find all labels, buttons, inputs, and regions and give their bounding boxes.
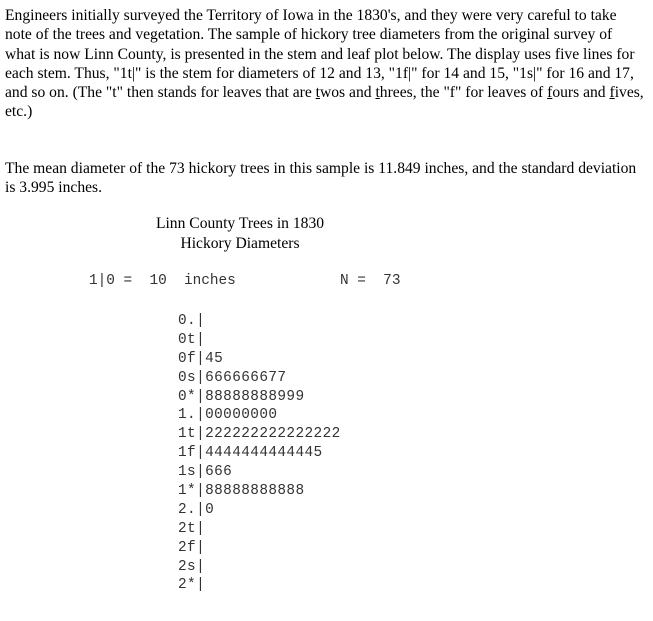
stem-leaf-row: 0s|666666677 bbox=[178, 369, 287, 386]
intro-text-part: wos and bbox=[320, 84, 376, 102]
underlined-letter-t: t bbox=[375, 84, 380, 102]
stem-leaf-row: 2t| bbox=[178, 520, 206, 537]
stem-leaf-row: 1*|88888888888 bbox=[178, 483, 305, 500]
plot-title: Linn County Trees in 1830 bbox=[155, 215, 325, 232]
stem-leaf-row: 2f| bbox=[178, 539, 206, 556]
stem-leaf-row: 1f|4444444444445 bbox=[178, 445, 323, 462]
intro-paragraph bbox=[5, 6, 645, 122]
stem-leaf-row: 0*|88888888999 bbox=[178, 388, 305, 405]
intro-text-part: ives, etc.) bbox=[5, 84, 644, 121]
intro-text-part: Engineers initially surveyed the Territory of Iowa in the 1830's, and they were very careful to take note of the trees and vegetation. The sample of hickory tree diameters from the original survey of what is now Linn County, is presented in the stem and leaf plot below. The display uses five lines for each stem. Thus, "1t|" is the stem for diameters of 12 and 13, "1f|" for 14 and 15, "1s|" for 16 and 17, and so on. (The "t" then stands for leaves that are bbox=[5, 7, 635, 102]
stem-leaf-row: 1t|222222222222222 bbox=[178, 426, 341, 443]
summary-paragraph: The mean diameter of the 73 hickory trees in this sample is 11.849 inches, and the standard deviation is 3.995 inches. bbox=[5, 160, 637, 197]
stem-leaf-row: 0t| bbox=[178, 331, 206, 348]
stem-leaf-row: 1s|666 bbox=[178, 464, 233, 481]
plot-subtitle: Hickory Diameters bbox=[180, 235, 300, 252]
intro-text-part: hrees, the "f" for leaves of bbox=[379, 84, 548, 102]
underlined-letter-f: f bbox=[609, 84, 615, 102]
underlined-letter-f: f bbox=[547, 84, 553, 102]
stem-leaf-row: 2.|0 bbox=[178, 501, 215, 518]
sample-size: N = 73 bbox=[340, 273, 401, 289]
stem-leaf-plot bbox=[178, 312, 341, 595]
stem-leaf-row: 0.| bbox=[178, 313, 206, 329]
plot-key: 1|0 = 10 inches bbox=[89, 273, 236, 289]
stem-leaf-row: 2s| bbox=[178, 558, 206, 575]
stem-leaf-row: 2*| bbox=[178, 577, 206, 594]
intro-text-part: ours and bbox=[552, 84, 610, 102]
stem-leaf-row: 0f|45 bbox=[178, 350, 224, 367]
underlined-letter-t: t bbox=[315, 84, 320, 102]
stem-leaf-row: 1.|00000000 bbox=[178, 407, 278, 424]
